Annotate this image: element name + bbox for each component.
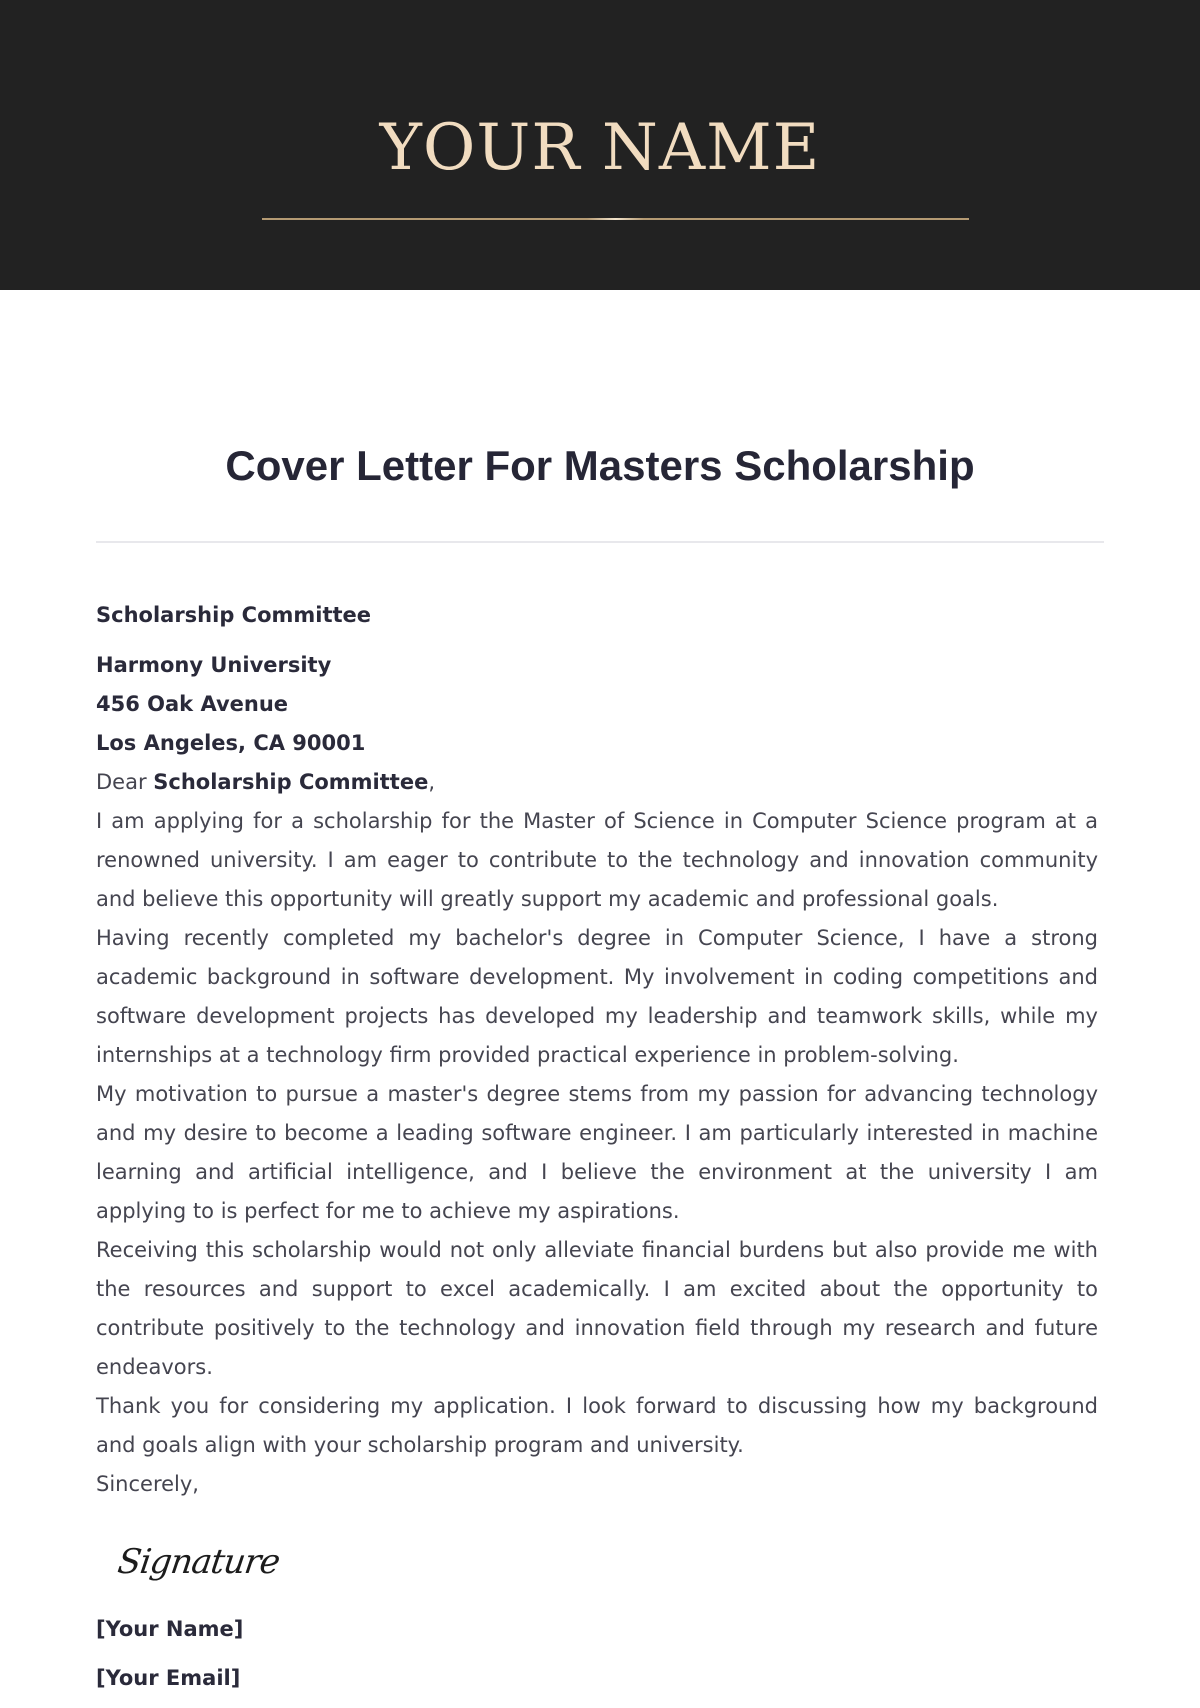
body-paragraph: I am applying for a scholarship for the Master of Science in Computer Science program at a renowned university. I am eager to contribute to the technology and innovation community and believe this opportunity will greatly support my academic and professional goals. <box>96 809 1098 911</box>
recipient-street: 456 Oak Avenue <box>96 692 289 716</box>
greeting-name: Scholarship Committee <box>153 770 429 794</box>
header-banner <box>0 0 1200 290</box>
document-title: Cover Letter For Masters Scholarship <box>225 442 975 489</box>
signature: Signature <box>115 1542 282 1582</box>
body-paragraph: Having recently completed my bachelor's degree in Computer Science, I have a strong academic background in software development. My involvement in coding competitions and software development projects has developed my leadership and teamwork skills, while my internships at a technology firm provided practical experience in problem-solving. <box>96 926 1098 1067</box>
recipient-university: Harmony University <box>96 653 332 677</box>
greeting-suffix: , <box>428 770 435 794</box>
recipient-city: Los Angeles, CA 90001 <box>96 731 366 755</box>
greeting-prefix: Dear <box>96 770 154 794</box>
body-paragraph: Thank you for considering my application. I look forward to discussing how my background and goals align with your scholarship program and university. <box>96 1394 1098 1457</box>
letter-content <box>96 596 1098 1708</box>
body-paragraph: Receiving this scholarship would not only alleviate financial burdens but also provide me with the resources and support to excel academically. I am excited about the opportunity to contribute positively to the technology and innovation field through my research and future endeavors. <box>96 1238 1098 1379</box>
header-divider <box>262 218 969 220</box>
closing: Sincerely, <box>96 1472 199 1496</box>
sender-block <box>96 1610 1098 1698</box>
sender-email: [Your Email] <box>96 1666 241 1690</box>
sender-name-heading: YOUR NAME <box>379 111 821 185</box>
recipient-committee: Scholarship Committee <box>96 603 372 627</box>
sender-name: [Your Name] <box>96 1617 244 1641</box>
greeting <box>96 763 1098 802</box>
title-divider <box>96 541 1104 543</box>
body-paragraph: My motivation to pursue a master's degree stems from my passion for advancing technology and my desire to become a leading software engineer. I am particularly interested in machine learning and artificial intelligence, and I believe the environment at the university I am applying to is perfect for me to achieve my aspirations. <box>96 1082 1098 1223</box>
